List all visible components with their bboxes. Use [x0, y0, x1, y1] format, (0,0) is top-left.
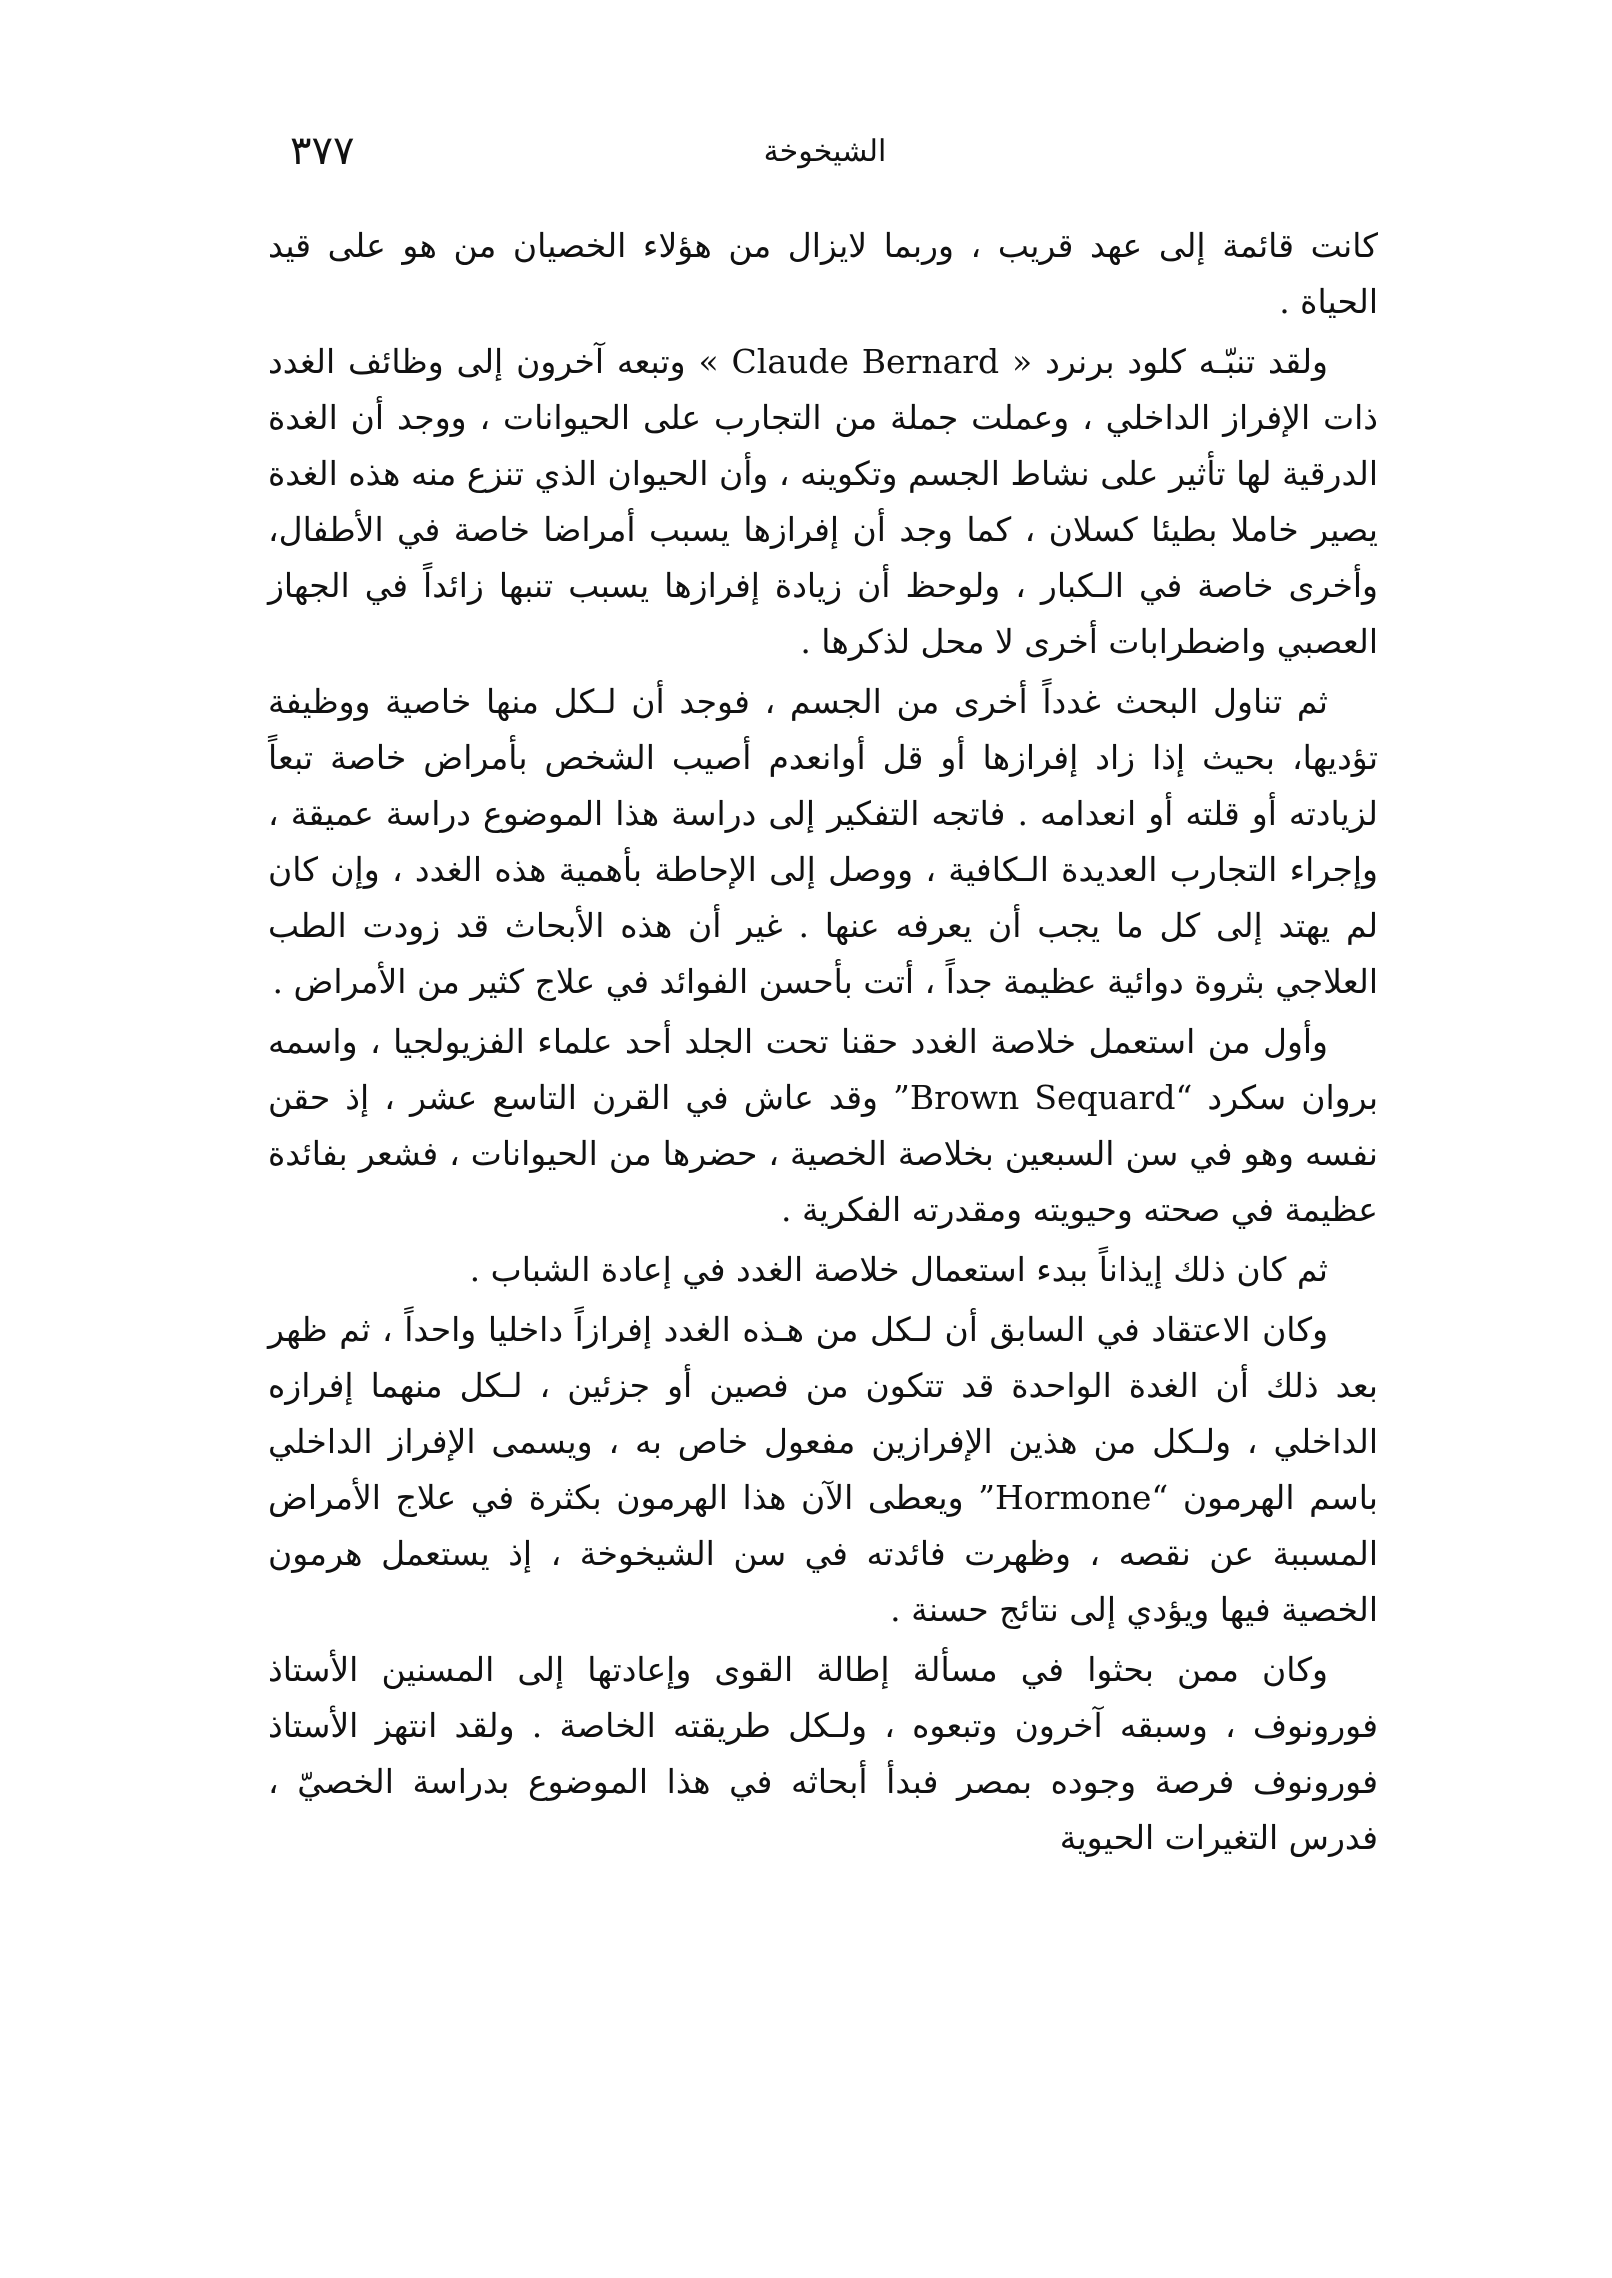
page-number: ٣٧٧: [290, 128, 355, 174]
paragraph-4: وأول من استعمل خلاصة الغدد حقنا تحت الجلد أحد علماء الفزيولجيا ، واسمه بروان سكرد “Brown Sequard” وقد عاش في القرن التاسع عشر ، إذ حقن نفسه وهو في سن السبعين بخلاصة الخصية ، حضرها من الحيوانات ، فشعر بفائدة عظيمة في صحته وحيويته ومقدرته الفكرية .: [268, 1022, 1379, 1229]
paragraph-2: ولقد تنبّـه كلود برنرد « Claude Bernard » وتبعه آخرون إلى وظائف الغدد ذات الإفراز الداخلي ، وعملت جملة من التجارب على الحيوانات ، ووجد أن الغدة الدرقية لها تأثير على نشاط الجسم وتكوينه ، وأن الحيوان الذي تنزع منه هذه الغدة يصير خاملا بطيئا كسلان ، كما وجد أن إفرازها يسبب أمراضا خاصة في الأطفال، وأخرى خاصة في الـكبار ، ولوحظ أن زيادة إفرازها يسبب تنبها زائداً في الجهاز العصبي واضطرابات أخرى لا محل لذكرها .: [268, 342, 1378, 661]
body-text: [268, 218, 1378, 1870]
running-title: الشيخوخة: [763, 134, 887, 169]
paragraph-1: كانت قائمة إلى عهد قريب ، وربما لايزال من هؤلاء الخصيان من هو على قيد الحياة .: [268, 226, 1378, 321]
paragraph-3: ثم تناول البحث غدداً أخرى من الجسم ، فوجد أن لـكل منها خاصية ووظيفة تؤديها، بحيث إذا زاد إفرازها أو قل أوانعدم أصيب الشخص بأمراض خاصة تبعاً لزيادته أو قلته أو انعدامه . فاتجه التفكير إلى دراسة هذا الموضوع دراسة عميقة ، وإجراء التجارب العديدة الـكافية ، ووصل إلى الإحاطة بأهمية هذه الغدد ، وإن كان لم يهتد إلى كل ما يجب أن يعرفه عنها . غير أن هذه الأبحاث قد زودت الطب العلاجي بثروة دوائية عظيمة جداً ، أتت بأحسن الفوائد في علاج كثير من الأمراض .: [268, 682, 1378, 1001]
paragraph-6: وكان الاعتقاد في السابق أن لـكل من هـذه الغدد إفرازاً داخليا واحداً ، ثم ظهر بعد ذلك أن الغدة الواحدة قد تتكون من فصين أو جزئين ، لـكل منهما إفرازه الداخلي ، ولـكل من هذين الإفرازين مفعول خاص به ، ويسمى الإفراز الداخلي باسم الهرمون “Hormone” ويعطى الآن هذا الهرمون بكثرة في علاج الأمراض المسببة عن نقصه ، وظهرت فائدته في سن الشيخوخة ، إذ يستعمل هرمون الخصية فيها ويؤدي إلى نتائج حسنة .: [268, 1310, 1378, 1629]
paragraph-5: ثم كان ذلك إيذاناً ببدء استعمال خلاصة الغدد في إعادة الشباب .: [469, 1250, 1328, 1289]
page-header: [270, 128, 1380, 188]
paragraph-7: وكان ممن بحثوا في مسألة إطالة القوى وإعادتها إلى المسنين الأستاذ فورونوف ، وسبقه آخرون وتبعوه ، ولـكل طريقته الخاصة . ولقد انتهز الأستاذ فورونوف فرصة وجوده بمصر فبدأ أبحاثه في هذا الموضوع بدراسة الخصيّ ، فدرس التغيرات الحيوية: [268, 1650, 1378, 1857]
